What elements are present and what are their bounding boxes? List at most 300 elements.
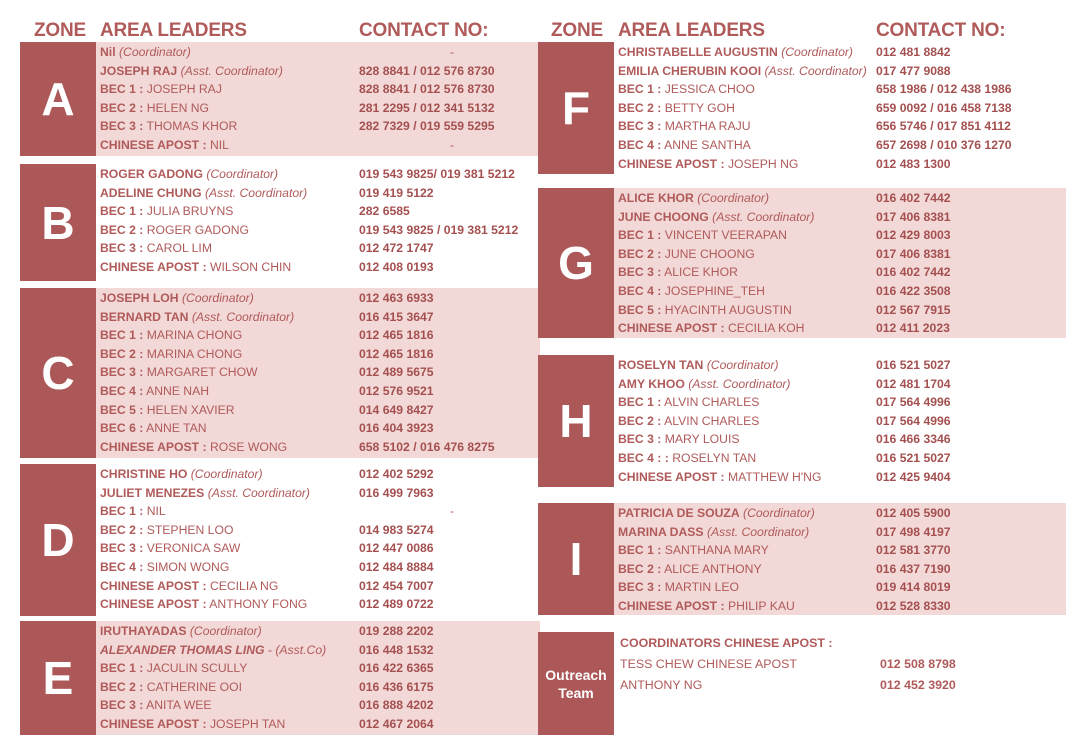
leader-row [618, 117, 1066, 136]
contact-number: - [450, 504, 455, 519]
leader-name [618, 189, 769, 207]
leader-label: BEC 3 : [618, 119, 662, 134]
leader-label: BEC 3 : [618, 580, 662, 595]
leader-name [100, 641, 326, 659]
leader-row [618, 43, 1066, 62]
contact-number: 012 465 1816 [359, 328, 434, 343]
leader-row [100, 117, 540, 136]
leader-name [618, 263, 738, 281]
leader-name [100, 363, 258, 381]
contact-number: 017 406 8381 [876, 246, 951, 261]
leader-person: ANTHONY FONG [209, 597, 308, 612]
leader-label: JULIET MENEZES [100, 485, 205, 500]
zone-e-block [20, 621, 540, 735]
leader-row [618, 301, 1066, 320]
zone-d-block [20, 464, 540, 616]
leader-name [100, 678, 242, 696]
leader-row [100, 465, 540, 484]
leader-role: (Asst. Coordinator) [706, 524, 810, 539]
left-column [20, 18, 540, 731]
leader-name [100, 401, 235, 419]
leader-name [618, 578, 739, 596]
leader-role: (Coordinator) [190, 467, 263, 481]
leader-row [618, 412, 1066, 431]
leader-row [100, 345, 540, 364]
leader-person: ANITA WEE [146, 698, 212, 713]
leader-name [100, 465, 263, 483]
contact-number: 012 408 0193 [359, 260, 434, 274]
leader-row [618, 523, 1066, 542]
leader-row [100, 363, 540, 382]
leader-row [100, 80, 540, 99]
leader-name [618, 99, 735, 117]
contact-number: 017 477 9088 [876, 63, 951, 78]
area-leaders-header: AREA LEADERS [618, 20, 765, 41]
leader-person: HELEN XAVIER [146, 402, 235, 417]
leader-label: CHINESE APOST : [100, 138, 207, 152]
leader-row [100, 558, 540, 577]
leader-person: JOSEPH TAN [209, 717, 286, 731]
leader-row [618, 226, 1066, 245]
leader-name [618, 468, 821, 486]
leader-label: BEC 2 : [100, 100, 144, 115]
leader-label: EMILIA CHERUBIN KOOI [618, 63, 762, 78]
contact-number: 019 414 8019 [876, 580, 951, 595]
leader-row [100, 99, 540, 118]
leader-row [618, 208, 1066, 227]
contact-number: 016 422 6365 [359, 661, 434, 676]
leader-name [618, 226, 787, 244]
leader-row [100, 184, 540, 203]
leader-label: ALICE KHOR [618, 191, 694, 205]
leader-label: BEC 2 : [100, 522, 144, 537]
leader-label: BEC 4 : [100, 560, 144, 574]
leader-name [100, 595, 307, 613]
leader-row [100, 539, 540, 558]
leader-name [618, 412, 759, 430]
leader-name [618, 597, 795, 615]
leader-role: (Asst. Coordinator) [207, 485, 310, 500]
zone-header: ZONE [34, 20, 86, 41]
zone-letter: G [538, 188, 614, 338]
zone-letter: A [20, 42, 96, 156]
outreach-label-line1: Outreach [545, 666, 607, 683]
leader-name [100, 117, 237, 135]
leader-person: ALVIN CHARLES [664, 395, 760, 410]
leader-label: CHINESE APOST : [618, 156, 725, 171]
leader-row [100, 401, 540, 420]
leader-label: BEC 2 : [100, 679, 144, 694]
contact-number: 016 404 3923 [359, 421, 434, 436]
contact-number: 012 472 1747 [359, 241, 434, 256]
leader-name [100, 382, 209, 400]
zone-letter: D [20, 464, 96, 616]
leader-name [618, 43, 853, 61]
leader-person: BETTY GOH [664, 100, 735, 115]
leader-label: BEC 3 : [100, 541, 144, 556]
leader-role: (Coordinator) [781, 45, 853, 59]
leader-row [618, 468, 1066, 487]
leader-role: (Asst. Coordinator) [191, 309, 295, 324]
outreach-phone: 012 452 3920 [880, 678, 956, 692]
leader-name [100, 239, 212, 257]
zone-h-block [538, 355, 1066, 487]
zone-letter: F [538, 42, 614, 174]
area-leaders-header: AREA LEADERS [100, 20, 247, 41]
contact-number: 016 521 5027 [876, 451, 951, 465]
leader-label: BEC 4 : [100, 384, 144, 398]
leader-label: BEC 2 : [100, 346, 144, 361]
leader-person: MATTHEW H'NG [727, 469, 822, 484]
leader-row [618, 430, 1066, 449]
contact-number: 012 405 5900 [876, 506, 951, 520]
contact-number: 012 576 9521 [359, 384, 434, 398]
contact-number: 012 528 8330 [876, 599, 951, 613]
leader-label: Nil [100, 45, 116, 59]
leader-role: (Coordinator) [706, 358, 779, 372]
outreach-name: TESS CHEW CHINESE APOST [620, 657, 797, 671]
outreach-row [620, 678, 956, 692]
leader-row [100, 715, 540, 734]
leader-label: ADELINE CHUNG [100, 185, 202, 200]
leader-name [618, 393, 759, 411]
contact-number: 012 581 3770 [876, 543, 951, 558]
leader-row [100, 165, 540, 184]
leader-label: CHINESE APOST : [100, 597, 207, 612]
leader-label: JUNE CHOONG [618, 209, 709, 224]
contact-number: 012 567 7915 [876, 302, 951, 317]
leader-row [618, 393, 1066, 412]
leader-name [618, 541, 769, 559]
leader-row [618, 99, 1066, 118]
leader-person: ANNE SANTHA [664, 138, 751, 152]
leader-person: ALVIN CHARLES [664, 413, 760, 428]
leader-person: MARTHA RAJU [664, 119, 751, 134]
leader-name [100, 165, 278, 183]
leader-person: ROSELYN TAN [672, 451, 757, 465]
leader-row [100, 438, 540, 457]
leader-name [100, 696, 212, 714]
leader-label: BEC 6 : [100, 421, 144, 436]
leader-row [100, 382, 540, 401]
leader-row [100, 641, 540, 660]
leader-name [618, 282, 765, 300]
leader-name [100, 577, 278, 595]
leader-label: IRUTHAYADAS [100, 624, 187, 638]
leader-label: CHINESE APOST : [100, 439, 207, 454]
contact-number: 016 448 1532 [359, 642, 434, 657]
leader-name [100, 136, 229, 154]
contact-number: 012 489 0722 [359, 597, 434, 612]
leader-label: BEC 1 : [618, 228, 662, 243]
leader-role: (Coordinator) [189, 624, 262, 638]
leader-row [100, 136, 540, 155]
leader-label: ROSELYN TAN [618, 358, 704, 372]
zone-letter: H [538, 355, 614, 487]
leader-person: MARINA CHONG [146, 346, 243, 361]
zone-b-block [20, 164, 540, 281]
contact-number: 012 465 1816 [359, 346, 434, 361]
leader-person: ALICE KHOR [664, 265, 738, 280]
contact-number: 656 5746 / 017 851 4112 [876, 119, 1011, 134]
leader-name [618, 449, 756, 467]
contact-number: 281 2295 / 012 341 5132 [359, 100, 495, 115]
leader-person: VERONICA SAW [146, 541, 241, 556]
leader-person: MARY LOUIS [664, 432, 740, 447]
contact-number: 282 6585 [359, 204, 410, 219]
leader-name [100, 202, 233, 220]
leader-row [618, 375, 1066, 394]
leader-name [618, 523, 809, 541]
leader-person: JACULIN SCULLY [146, 661, 248, 676]
leader-row [100, 258, 540, 277]
contact-header: CONTACT NO: [876, 20, 1006, 41]
leader-label: BEC 3 : [100, 241, 144, 256]
contact-number: 019 543 9825/ 019 381 5212 [359, 167, 515, 181]
leader-row [618, 504, 1066, 523]
leader-role: (Coordinator) [118, 45, 191, 59]
leader-person: THOMAS KHOR [146, 119, 238, 134]
leader-row [100, 221, 540, 240]
contact-number: 012 489 5675 [359, 365, 434, 380]
zone-letter: B [20, 164, 96, 281]
outreach-name: ANTHONY NG [620, 678, 703, 692]
contact-number: - [450, 45, 455, 59]
leader-row [618, 282, 1066, 301]
leader-label: BEC 4 : : [618, 451, 669, 465]
leader-label: MARINA DASS [618, 524, 704, 539]
leader-row [618, 356, 1066, 375]
leader-person: ROSE WONG [209, 439, 288, 454]
leader-row [100, 62, 540, 81]
leader-person: PHILIP KAU [727, 599, 795, 613]
leader-name [618, 117, 751, 135]
leader-person: JULIA BRUYNS [146, 204, 234, 219]
leader-person: CECILIA NG [209, 578, 279, 593]
leader-name [100, 43, 191, 61]
leader-label: PATRICIA DE SOUZA [618, 506, 740, 520]
contact-number: 012 429 8003 [876, 228, 951, 243]
leader-label: BEC 5 : [618, 302, 662, 317]
leader-row [100, 595, 540, 614]
contact-number: 012 483 1300 [876, 156, 951, 171]
contact-number: 019 543 9825 / 019 381 5212 [359, 222, 519, 237]
leader-name [100, 539, 240, 557]
leader-label: CHINESE APOST : [100, 260, 207, 274]
leader-name [100, 622, 262, 640]
leader-name [100, 326, 242, 344]
leader-name [618, 80, 755, 98]
leader-role: (Coordinator) [743, 506, 815, 520]
zone-a-block [20, 42, 540, 156]
leader-name [618, 430, 739, 448]
leader-row [618, 245, 1066, 264]
outreach-row [620, 657, 956, 671]
leader-name [618, 155, 798, 173]
leader-label: BEC 1 : [100, 328, 144, 343]
contact-number: 019 419 5122 [359, 185, 434, 200]
contact-number: 014 649 8427 [359, 402, 434, 417]
leader-row [618, 136, 1066, 155]
leader-label: BEC 4 : [618, 138, 662, 152]
leader-label: BEC 3 : [100, 119, 144, 134]
contact-number: 012 484 8884 [359, 560, 434, 574]
leader-label: AMY KHOO [618, 376, 685, 391]
leader-label: BEC 1 : [618, 543, 662, 558]
leader-label: CHINESE APOST : [618, 599, 725, 613]
leader-label: BEC 2 : [618, 561, 662, 576]
leader-person: MARTIN LEO [664, 580, 740, 595]
contact-number: 012 481 8842 [876, 45, 951, 59]
leader-row [618, 560, 1066, 579]
outreach-block [538, 632, 1066, 735]
leader-label: BEC 3 : [618, 265, 662, 280]
leader-row [100, 521, 540, 540]
leader-role: (Coordinator) [697, 191, 770, 205]
leader-person: JOSEPHINE_TEH [664, 284, 765, 298]
contact-number: 659 0092 / 016 458 7138 [876, 100, 1012, 115]
zone-header: ZONE [551, 20, 603, 41]
leader-name [100, 484, 310, 502]
leader-name [100, 715, 285, 733]
leader-person: JUNE CHOONG [664, 246, 755, 261]
leader-person: JOSEPH NG [727, 156, 799, 171]
contact-number: 657 2698 / 010 376 1270 [876, 138, 1012, 152]
leader-row [618, 541, 1066, 560]
leader-row [618, 597, 1066, 616]
zone-letter: I [538, 503, 614, 615]
leader-row [618, 80, 1066, 99]
leader-name [618, 504, 815, 522]
contact-number: 016 436 6175 [359, 679, 434, 694]
contact-number: 017 564 4996 [876, 395, 951, 410]
leader-row [100, 308, 540, 327]
leader-role: (Asst. Coordinator) [204, 185, 308, 200]
leader-name [618, 560, 762, 578]
leader-row [100, 419, 540, 438]
leader-label: BEC 1 : [100, 204, 144, 219]
leader-name [618, 208, 814, 226]
leader-person: ROGER GADONG [146, 222, 249, 237]
leader-person: SIMON WONG [146, 560, 230, 574]
zone-letter: C [20, 288, 96, 458]
leader-label: BEC 5 : [100, 402, 144, 417]
zone-c-block [20, 288, 540, 458]
outreach-label-line2: Team [558, 684, 594, 701]
leader-person: NIL [146, 504, 166, 519]
leader-role: (Asst. Coordinator) [688, 376, 791, 391]
contact-number: 012 481 1704 [876, 376, 951, 391]
leader-label: BEC 4 : [618, 284, 662, 298]
leader-row [100, 239, 540, 258]
leader-label: CHINESE APOST : [618, 321, 725, 336]
contact-number: 828 8841 / 012 576 8730 [359, 63, 495, 78]
zone-g-block [538, 188, 1066, 338]
leader-row [100, 484, 540, 503]
contact-number: 019 288 2202 [359, 624, 434, 638]
leader-person: VINCENT VEERAPAN [664, 228, 787, 243]
leader-role: (Asst. Coordinator) [180, 63, 283, 78]
contact-number: 282 7329 / 019 559 5295 [359, 119, 495, 134]
leader-name [100, 308, 294, 326]
contact-number: - [450, 138, 455, 152]
leader-label: CHRISTABELLE AUGUSTIN [618, 45, 778, 59]
leader-person: MARINA CHONG [146, 328, 243, 343]
contact-number: 016 521 5027 [876, 358, 951, 372]
leader-row [618, 155, 1066, 174]
leader-label: BEC 1 : [100, 82, 144, 97]
leader-name [100, 438, 287, 456]
contact-number: 012 411 2023 [876, 321, 950, 336]
leader-row [618, 319, 1066, 338]
leader-name [100, 99, 209, 117]
leader-person: ALICE ANTHONY [664, 561, 762, 576]
leader-name [100, 221, 249, 239]
leader-name [618, 301, 792, 319]
leader-row [100, 43, 540, 62]
leader-row [100, 502, 540, 521]
contact-number: 014 983 5274 [359, 522, 434, 537]
contact-number: 658 5102 / 016 476 8275 [359, 439, 495, 454]
leader-label: ALEXANDER THOMAS LING [100, 642, 265, 657]
leader-name [618, 62, 867, 80]
leader-row [100, 678, 540, 697]
leader-label: BEC 2 : [618, 100, 662, 115]
contact-number: 828 8841 / 012 576 8730 [359, 82, 495, 97]
contact-number: 658 1986 / 012 438 1986 [876, 82, 1012, 97]
leader-label: BEC 3 : [100, 698, 144, 713]
contact-header: CONTACT NO: [359, 20, 489, 41]
leader-person: CATHERINE OOI [146, 679, 242, 694]
leader-name [100, 184, 307, 202]
leader-person: HELEN NG [146, 100, 210, 115]
contact-number: 017 498 4197 [876, 524, 951, 539]
leader-name [100, 419, 207, 437]
leader-row [100, 659, 540, 678]
contact-number: 012 454 7007 [359, 578, 434, 593]
leader-name [100, 80, 222, 98]
leader-label: CHINESE APOST : [100, 717, 207, 731]
leader-person: CAROL LIM [146, 241, 212, 256]
right-column [538, 18, 1066, 701]
leader-name [618, 245, 755, 263]
leader-role: - (Asst.Co) [267, 642, 327, 657]
leader-label: JOSEPH LOH [100, 291, 179, 305]
leader-name [618, 375, 790, 393]
zone-letter: E [20, 621, 96, 735]
contact-number: 012 425 9404 [876, 469, 951, 484]
leader-row [100, 326, 540, 345]
leader-name [100, 258, 291, 276]
contact-number: 017 406 8381 [876, 209, 951, 224]
leader-row [618, 578, 1066, 597]
contact-number: 016 422 3508 [876, 284, 951, 298]
contact-number: 012 463 6933 [359, 291, 434, 305]
leader-name [100, 62, 283, 80]
contact-number: 017 564 4996 [876, 413, 951, 428]
table-header-right [538, 18, 1066, 42]
leader-label: BEC 2 : [618, 413, 662, 428]
leader-label: BERNARD TAN [100, 309, 189, 324]
leader-person: WILSON CHIN [209, 260, 292, 274]
leader-role: (Coordinator) [181, 291, 254, 305]
leader-label: BEC 1 : [100, 504, 144, 519]
leader-row [618, 263, 1066, 282]
leader-person: STEPHEN LOO [146, 522, 234, 537]
leader-role: (Asst. Coordinator) [712, 209, 815, 224]
contact-number: 012 402 5292 [359, 467, 434, 481]
leader-name [100, 659, 247, 677]
